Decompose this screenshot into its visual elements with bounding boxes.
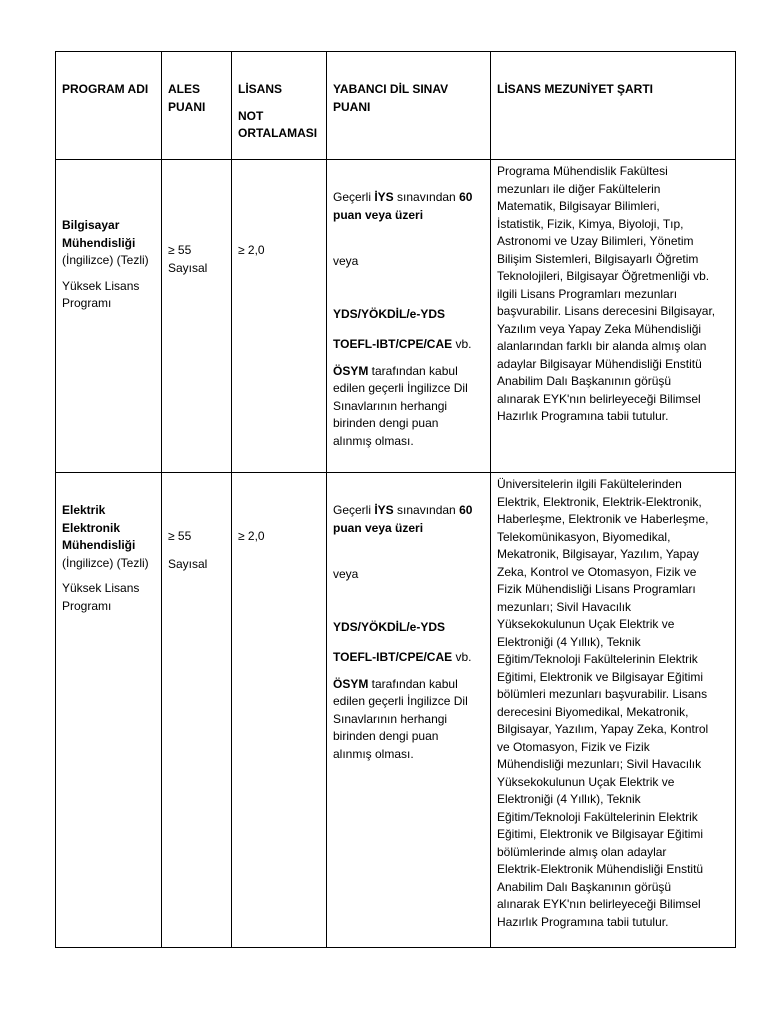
sart-line: adaylar Bilgisayar Mühendisliği Enstitü: [497, 356, 702, 371]
sart-line: Mühendisliği mezunları; Sivil Havacılık: [497, 757, 702, 771]
sart-cell: [491, 160, 736, 473]
program-cell: [56, 160, 162, 473]
sart-line: Fizik Mühendisliği Lisans Programları: [497, 582, 696, 596]
program-level-line: Programı: [62, 296, 112, 310]
header-dil-line2: PUANI: [333, 99, 371, 114]
osym-note-line: birinden dengi puan: [333, 416, 439, 430]
header-ales-line2: PUANI: [168, 99, 206, 114]
toefl-exams: TOEFL-IBT/CPE/CAE vb.: [333, 337, 472, 351]
sart-line: Hazırlık Programına tabii tutulur.: [497, 914, 669, 929]
lisans-cell: [232, 160, 327, 473]
sart-line: Yüksekokulunun Uçak Elektrik ve: [497, 617, 675, 631]
or-label: veya: [333, 254, 359, 268]
osym-note-line: Sınavlarının herhangi: [333, 398, 448, 413]
sart-line: Zeka, Kontrol ve Otomasyon, Fizik ve: [497, 564, 697, 579]
toefl-exams: TOEFL-IBT/CPE/CAE vb.: [333, 650, 472, 664]
sart-line: Elektroniği (4 Yıllık), Teknik: [497, 792, 641, 806]
ales-type: Sayısal: [168, 260, 208, 275]
program-note: (İngilizce) (Tezli): [62, 555, 149, 570]
sart-line: Eğitimi, Elektronik ve Bilgisayar Eğitimi: [497, 827, 704, 841]
header-sart-label: LİSANS MEZUNİYET ŞARTI: [497, 82, 654, 96]
iys-requirement: Geçerli İYS sınavından 60: [333, 190, 473, 204]
sart-line: İstatistik, Fizik, Kimya, Biyoloji, Tıp,: [497, 216, 684, 231]
sart-line: ilgili Lisans Programları mezunları: [497, 286, 678, 301]
sart-line: başvurabilir. Lisans derecesini Bilgisayar,: [497, 304, 716, 318]
ales-cell: [162, 160, 232, 473]
header-lisans-line2: NOT: [238, 108, 264, 123]
ales-type: Sayısal: [168, 556, 208, 571]
osym-note-line: Sınavlarının herhangi: [333, 711, 448, 726]
osym-note: ÖSYM tarafından kabul: [333, 363, 458, 378]
program-level-line: Programı: [62, 598, 112, 613]
program-name-line: Elektronik: [62, 520, 121, 535]
header-lisans-line3: ORTALAMASI: [238, 126, 318, 140]
sart-line: bölümleri mezunları başvurabilir. Lisans: [497, 687, 708, 701]
sart-line: ve Otomasyon, Fizik ve Fizik: [497, 739, 650, 754]
sart-line: Elektroniği (4 Yıllık), Teknik: [497, 634, 641, 649]
dil-cell: [327, 160, 491, 473]
sart-line: Anabilim Dalı Başkanının görüşü: [497, 374, 672, 388]
header-program: [56, 52, 162, 160]
header-row: [56, 52, 736, 160]
program-table: [55, 51, 736, 948]
sart-line: derecesini Biyomedikal, Mekatronik,: [497, 704, 689, 719]
sart-cell: [491, 473, 736, 948]
sart-line: Telekomünikasyon, Biyomedikal,: [497, 529, 671, 544]
iys-requirement-cont: puan veya üzeri: [333, 520, 424, 535]
osym-note-line: edilen geçerli İngilizce Dil: [333, 381, 468, 395]
program-note: (İngilizce) (Tezli): [62, 253, 149, 267]
sart-line: Anabilim Dalı Başkanının görüşü: [497, 879, 672, 894]
header-lisans: [232, 52, 327, 160]
ales-cell: [162, 473, 232, 948]
table-row: [56, 473, 736, 948]
osym-note-line: edilen geçerli İngilizce Dil: [333, 694, 468, 708]
sart-line: Elektrik-Elektronik Mühendisliği Enstitü: [497, 862, 704, 876]
osym-note-line: birinden dengi puan: [333, 729, 439, 743]
sart-line: mezunları ile diğer Fakültelerin: [497, 181, 661, 196]
program-name-line: Mühendisliği: [62, 538, 136, 552]
sart-line: Eğitim/Teknoloji Fakültelerinin Elektrik: [497, 652, 698, 666]
program-name-line: Bilgisayar: [62, 218, 120, 232]
sart-line: Eğitim/Teknoloji Fakültelerinin Elektrik: [497, 809, 698, 824]
osym-note-line: alınmış olması.: [333, 433, 414, 448]
sart-line: mezunları; Sivil Havacılık: [497, 599, 632, 614]
sart-line: Üniversitelerin ilgili Fakültelerinden: [497, 477, 682, 491]
lisans-cell: [232, 473, 327, 948]
yds-exams: YDS/YÖKDİL/e-YDS: [333, 306, 446, 321]
program-level-line: Yüksek Lisans: [62, 581, 140, 595]
sart-line: Astronomi ve Uzay Bilimleri, Yönetim: [497, 234, 694, 248]
lisans-value: ≥ 2,0: [238, 529, 265, 543]
dil-cell: [327, 473, 491, 948]
sart-line: Mekatronik, Bilgisayar, Yazılım, Yapay: [497, 547, 699, 561]
lisans-value: ≥ 2,0: [238, 243, 265, 257]
table-row: [56, 160, 736, 473]
sart-line: Matematik, Bilgisayar Bilimleri,: [497, 199, 660, 213]
header-dil-line1: YABANCI DİL SINAV: [333, 82, 449, 96]
yds-exams: YDS/YÖKDİL/e-YDS: [333, 619, 446, 634]
iys-requirement: Geçerli İYS sınavından 60: [333, 503, 473, 517]
ales-value: ≥ 55: [168, 243, 192, 257]
sart-line: Programa Mühendislik Fakültesi: [497, 164, 668, 178]
sart-line: alınarak EYK'nın belirleyeceği Bilimsel: [497, 897, 701, 911]
sart-line: Hazırlık Programına tabii tutulur.: [497, 409, 669, 423]
sart-line: alınarak EYK'nın belirleyeceği Bilimsel: [497, 391, 701, 406]
header-sart: [491, 52, 736, 160]
sart-line: alanlarından farklı bir alanda almış olan: [497, 339, 707, 353]
program-level-line: Yüksek Lisans: [62, 278, 140, 293]
or-label: veya: [333, 567, 359, 581]
sart-line: Bilişim Sistemleri, Bilgisayarlı Öğretim: [497, 251, 699, 266]
sart-line: Teknolojileri, Bilgisayar Öğretmenliği vb.: [497, 269, 710, 283]
ales-value: ≥ 55: [168, 529, 192, 543]
iys-requirement-cont: puan veya üzeri: [333, 207, 424, 222]
osym-note: ÖSYM tarafından kabul: [333, 676, 458, 691]
sart-line: bölümlerinde almış olan adaylar: [497, 844, 667, 859]
program-name-line: Elektrik: [62, 503, 106, 517]
sart-line: Yüksekokulunun Uçak Elektrik ve: [497, 774, 675, 789]
sart-line: Bilgisayar, Yazılım, Yapay Zeka, Kontrol: [497, 722, 709, 736]
osym-note-line: alınmış olması.: [333, 746, 414, 761]
program-cell: [56, 473, 162, 948]
header-program-label: PROGRAM ADI: [62, 82, 149, 96]
program-name-line: Mühendisliği: [62, 235, 136, 250]
sart-line: Haberleşme, Elektronik ve Haberleşme,: [497, 512, 709, 526]
header-lisans-line1: LİSANS: [238, 82, 283, 96]
header-ales: [162, 52, 232, 160]
header-dil: [327, 52, 491, 160]
sart-line: Elektrik, Elektronik, Elektrik-Elektronik,: [497, 494, 702, 509]
sart-line: Eğitimi, Elektronik ve Bilgisayar Eğitimi: [497, 669, 704, 684]
sart-line: Yazılım veya Yapay Zeka Mühendisliği: [497, 321, 702, 336]
header-ales-line1: ALES: [168, 82, 201, 96]
